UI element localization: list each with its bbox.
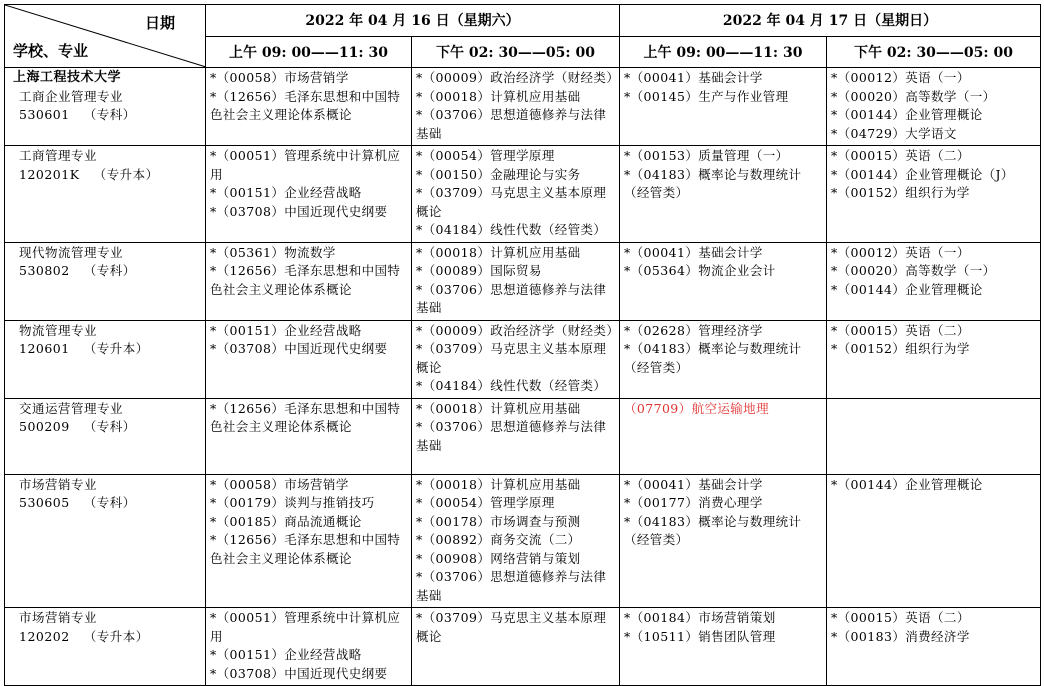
major-name: 市场营销专业 [19,610,98,625]
exam-subject: *（00177）消费心理学 [624,495,763,510]
table-row [5,398,1041,474]
major-level: （专升本） [83,628,149,644]
exam-subject: *（04183）概率论与数理统计（经管类） [624,166,802,200]
major-code: 530601 [19,107,70,122]
exam-subject: （07709）航空运输地理 [624,400,769,416]
major-level: （专升本） [83,341,149,356]
exam-subject: *（00151）企业经营战略 [210,322,362,338]
day1-am-exams [206,146,412,243]
day2-pm-header: 下午 02: 30——05: 00 [827,36,1041,68]
day2-pm-exams [827,242,1041,320]
major-name: 市场营销专业 [19,476,98,492]
exam-subject: *（02628）管理经济学 [624,322,763,338]
exam-subject: *（04729）大学语文 [831,125,957,141]
major-code: 120601 [19,341,70,356]
exam-subject: *（03706）思想道德修养与法律基础 [416,281,607,315]
exam-subject: *（03708）中国近现代史纲要 [210,341,388,356]
exam-subject: *（00144）企业管理概论（J） [831,166,1014,182]
major-level: （专科） [83,419,136,434]
day2-pm-exams [827,608,1041,686]
exam-subject: *（12656）毛泽东思想和中国特色社会主义理论体系概论 [210,400,401,434]
exam-subject: *（00051）管理系统中计算机应用 [210,610,401,644]
major-code: 530802 [19,263,70,278]
exam-subject: *（00015）英语（二） [831,148,970,163]
exam-subject: *（00020）高等数学（一） [831,88,996,104]
exam-subject: *（00054）管理学原理 [416,495,555,510]
exam-schedule-table [4,4,1041,686]
table-row [5,474,1041,608]
major-name: 工商管理专业 [19,148,98,163]
exam-subject: *（00041）基础会计学 [624,476,763,492]
day2-am-exams [620,474,827,608]
exam-subject: *（00144）企业管理概论 [831,107,983,122]
table-row [5,242,1041,320]
major-name: 交通运营管理专业 [19,400,124,416]
exam-subject: *（00041）基础会计学 [624,244,763,260]
exam-subject: *（04183）概率论与数理统计（经管类） [624,513,802,547]
exam-subject: *（00145）生产与作业管理 [624,88,789,104]
corner-header-cell [5,5,206,68]
exam-subject: *（00015）英语（二） [831,322,970,338]
day1-pm-exams [412,242,620,320]
exam-subject: *（04183）概率论与数理统计（经管类） [624,341,802,375]
major-cell [5,68,206,146]
day1-am-header: 上午 09: 00——11: 30 [206,36,412,68]
day2-am-exams [620,242,827,320]
exam-subject: *（03708）中国近现代史纲要 [210,665,388,681]
exam-subject: *（05361）物流数学 [210,244,336,260]
exam-subject: *（03709）马克思主义基本原理概论 [416,341,607,375]
exam-subject: *（12656）毛泽东思想和中国特色社会主义理论体系概论 [210,263,401,297]
exam-subject: *（00089）国际贸易 [416,263,542,278]
exam-subject: *（00020）高等数学（一） [831,263,996,278]
schedule-rows [5,68,1041,686]
major-cell [5,242,206,320]
major-level: （专科） [83,107,136,122]
day2-pm-exams [827,146,1041,243]
day1-header: 2022 年 04 月 16 日（星期六） [206,5,620,37]
exam-subject: *（00018）计算机应用基础 [416,476,581,492]
exam-subject: *（00054）管理学原理 [416,148,555,163]
day2-pm-exams [827,398,1041,474]
major-code: 500209 [19,419,70,434]
day2-am-exams [620,68,827,146]
exam-subject: *（00015）英语（二） [831,610,970,625]
exam-subject: *（00018）计算机应用基础 [416,400,581,416]
day2-pm-exams [827,320,1041,398]
table-row [5,146,1041,243]
major-cell [5,146,206,243]
exam-subject: *（00152）组织行为学 [831,185,970,200]
exam-subject: *（00179）谈判与推销技巧 [210,495,375,510]
major-name: 现代物流管理专业 [19,244,124,260]
date-label: 日期 [144,14,175,32]
table-row [5,608,1041,686]
day1-pm-exams [412,320,620,398]
exam-subject: *（00152）组织行为学 [831,341,970,356]
exam-subject: *（04184）线性代数（经管类） [416,378,607,393]
day1-pm-exams [412,68,620,146]
day2-pm-exams [827,474,1041,608]
exam-subject: *（12656）毛泽东思想和中国特色社会主义理论体系概论 [210,532,401,566]
exam-subject: *（00185）商品流通概论 [210,513,362,529]
day1-am-exams [206,608,412,686]
major-level: （专科） [83,495,136,510]
school-major-label: 学校、专业 [13,42,89,60]
exam-subject: *（03706）思想道德修养与法律基础 [416,107,607,141]
major-level: （专科） [83,263,136,278]
day2-pm-exams [827,68,1041,146]
day2-am-exams [620,320,827,398]
exam-subject: *（03706）思想道德修养与法律基础 [416,569,607,603]
day2-am-exams [620,398,827,474]
exam-subject: *（12656）毛泽东思想和中国特色社会主义理论体系概论 [210,88,401,122]
major-code: 530605 [19,495,70,510]
day1-pm-exams [412,608,620,686]
day1-am-exams [206,320,412,398]
exam-subject: *（03708）中国近现代史纲要 [210,203,388,219]
major-cell [5,320,206,398]
major-cell [5,398,206,474]
exam-subject: *（00051）管理系统中计算机应用 [210,148,401,182]
day1-am-exams [206,68,412,146]
exam-subject: *（03706）思想道德修养与法律基础 [416,419,607,453]
exam-subject: *（00144）企业管理概论 [831,281,983,297]
exam-subject: *（00153）质量管理（一） [624,148,789,163]
exam-subject: *（00012）英语（一） [831,244,970,260]
exam-subject: *（00018）计算机应用基础 [416,88,581,104]
day2-am-header: 上午 09: 00——11: 30 [620,36,827,68]
exam-subject: *（05364）物流企业会计 [624,263,776,278]
exam-subject: *（00892）商务交流（二） [416,532,581,547]
major-level: （专升本） [93,166,159,182]
day2-header: 2022 年 04 月 17 日（星期日） [620,5,1041,37]
major-name: 工商企业管理专业 [19,88,124,104]
exam-subject: *（00151）企业经营战略 [210,185,362,200]
day1-pm-header: 下午 02: 30——05: 00 [412,36,620,68]
exam-subject: *（00012）英语（一） [831,70,970,85]
day1-pm-exams [412,398,620,474]
exam-subject: *（00009）政治经济学（财经类） [416,70,620,85]
exam-subject: *（00058）市场营销学 [210,476,349,492]
exam-subject: *（00184）市场营销策划 [624,610,776,625]
exam-subject: *（00150）金融理论与实务 [416,166,581,182]
exam-subject: *（10511）销售团队管理 [624,628,776,644]
exam-subject: *（00183）消费经济学 [831,628,970,644]
exam-subject: *（00018）计算机应用基础 [416,244,581,260]
major-cell [5,474,206,608]
exam-subject: *（00041）基础会计学 [624,70,763,85]
major-code: 120202 [19,628,70,644]
major-code: 120201K [19,166,80,182]
table-row [5,68,1041,146]
school-name: 上海工程技术大学 [13,70,122,85]
exam-subject: *（03709）马克思主义基本原理概论 [416,610,607,644]
exam-subject: *（00144）企业管理概论 [831,476,983,492]
exam-subject: *（00151）企业经营战略 [210,647,362,662]
exam-subject: *（03709）马克思主义基本原理概论 [416,185,607,219]
table-row [5,320,1041,398]
exam-subject: *（00178）市场调查与预测 [416,513,581,529]
exam-subject: *（00908）网络营销与策划 [416,550,581,566]
exam-subject: *（00058）市场营销学 [210,70,349,85]
day2-am-exams [620,608,827,686]
exam-subject: *（00009）政治经济学（财经类） [416,322,620,338]
exam-subject: *（04184）线性代数（经管类） [416,222,607,237]
day1-pm-exams [412,474,620,608]
major-name: 物流管理专业 [19,322,98,338]
day2-am-exams [620,146,827,243]
day1-pm-exams [412,146,620,243]
major-cell [5,608,206,686]
day1-am-exams [206,398,412,474]
day1-am-exams [206,242,412,320]
day1-am-exams [206,474,412,608]
